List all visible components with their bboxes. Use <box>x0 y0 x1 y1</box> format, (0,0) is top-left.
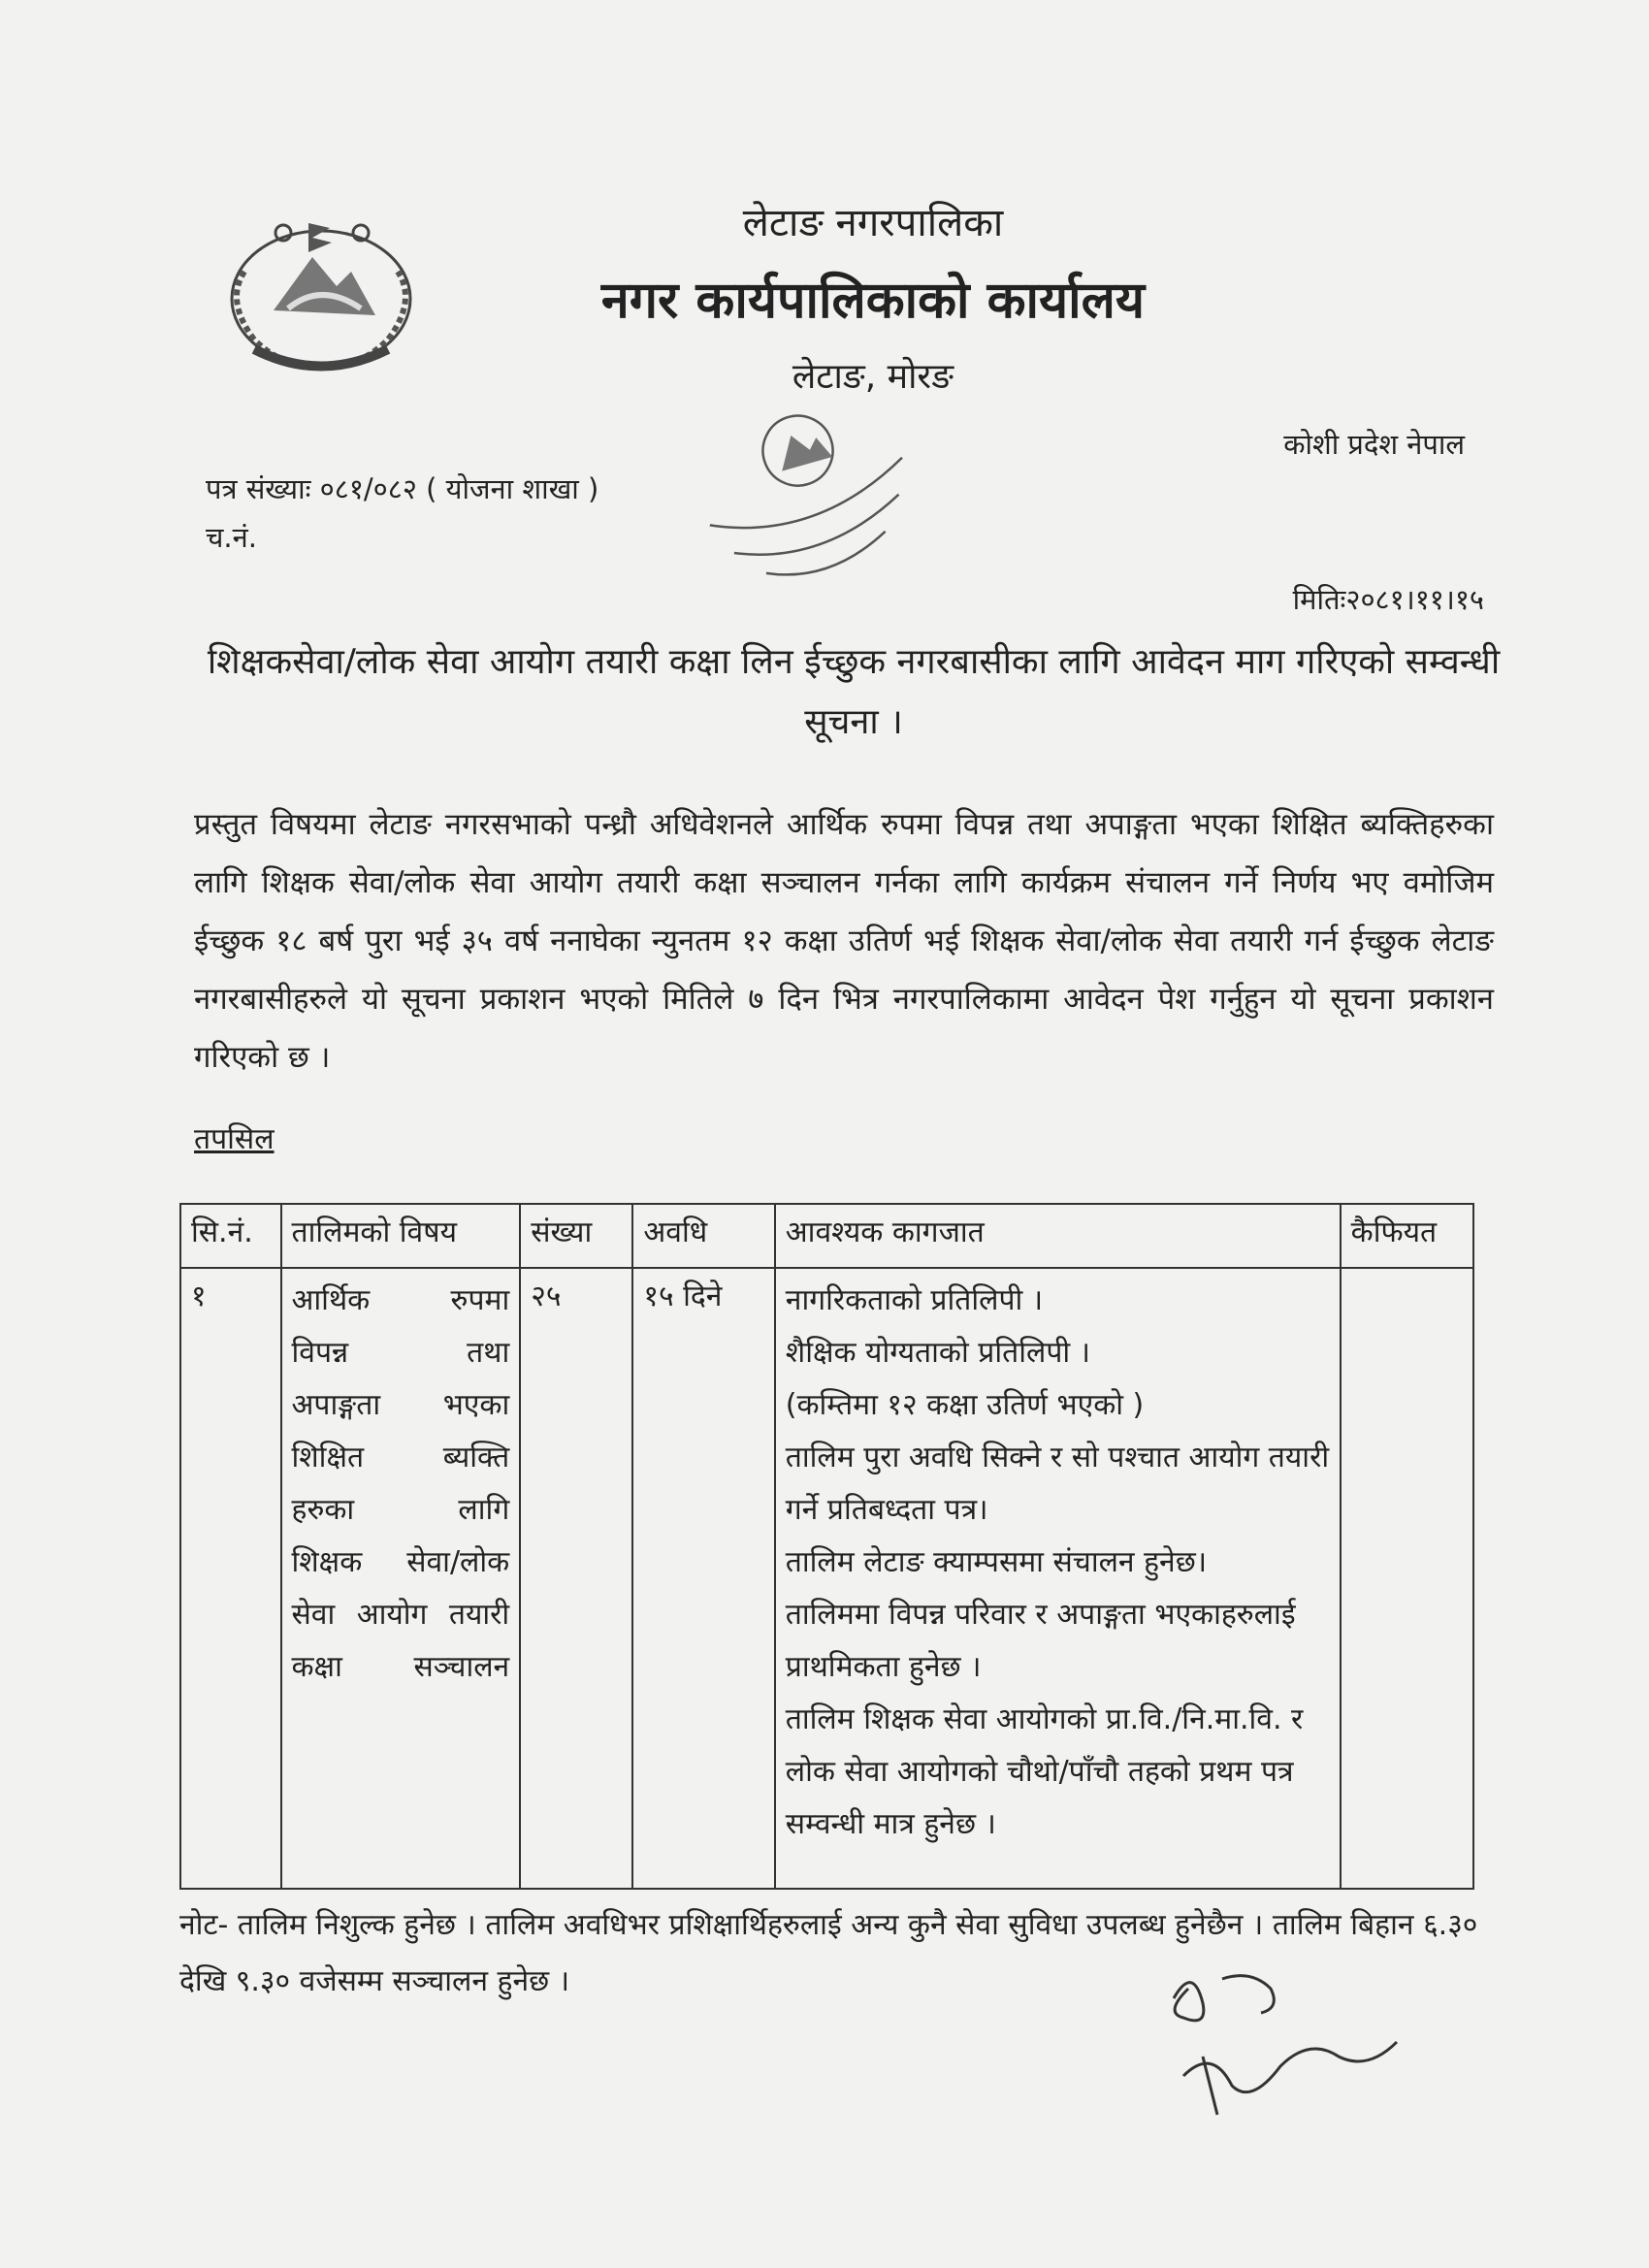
office-address: लेटाङ, मोरङ <box>792 357 954 397</box>
topic-line: विपन्न तथा <box>291 1336 510 1370</box>
document-item: तालिम लेटाङ क्याम्पसमा संचालन हुनेछ। <box>785 1545 1208 1579</box>
table-header-row <box>180 1204 1473 1268</box>
cell-documents <box>775 1268 1341 1889</box>
document-item: तालिममा विपन्न परिवार र अपाङ्गता भएकाहरुलाई प्राथमिकता हुनेछ । <box>785 1598 1296 1684</box>
municipality-name: लेटाङ नगरपालिका <box>742 201 1004 245</box>
office-title: नगर कार्यपालिकाको कार्यालय <box>600 272 1146 330</box>
document-item: (कम्तिमा १२ कक्षा उतिर्ण भएको ) <box>785 1388 1145 1422</box>
cell-remarks <box>1341 1268 1473 1889</box>
header-remarks: कैफियत <box>1341 1204 1473 1268</box>
details-heading: तपसिल <box>194 1122 275 1156</box>
signature-icon <box>1145 1960 1416 2124</box>
header-count: संख्या <box>520 1204 632 1268</box>
letter-date: मितिः२०८१।११।१५ <box>1292 583 1484 616</box>
cell-count: २५ <box>520 1268 632 1889</box>
document-item: शैक्षिक योग्यताको प्रतिलिपी । <box>785 1336 1091 1370</box>
cell-duration: १५ दिने <box>632 1268 774 1889</box>
topic-line: कक्षा सञ्चालन <box>291 1650 510 1684</box>
topic-line: सेवा आयोग तयारी <box>291 1598 510 1632</box>
topic-line: अपाङ्गता भएका <box>291 1388 510 1422</box>
nepal-emblem-icon <box>215 204 427 384</box>
document-item: तालिम पुरा अवधि सिक्ने र सो पश्चात आयोग तयारी गर्ने प्रतिबध्दता पत्र। <box>785 1441 1330 1527</box>
notice-body: प्रस्तुत विषयमा लेटाङ नगरसभाको पन्ध्रौ अधिवेशनले आर्थिक रुपमा विपन्न तथा अपाङ्गता भएका शिक्षित ब्यक्तिहरुका लागि शिक्षक सेवा/लोक सेवा आयोग तयारी कक्षा सञ्चालन गर्नका लागि कार्यक्रम संचालन गर्ने निर्णय भए वमोजिम ईच्छुक १८ बर्ष पुरा भई ३५ वर्ष ननाघेका न्युनतम १२ कक्षा उतिर्ण भई शिक्षक सेवा/लोक सेवा तयारी गर्न ईच्छुक लेटाङ नगरबासीहरुले यो सूचना प्रकाशन भएको मितिले ७ दिन भित्र नगरपालिकामा आवेदन पेश गर्नुहुन यो सूचना प्रकाशन गरिएको छ । <box>194 807 1494 1075</box>
cell-serial: १ <box>180 1268 281 1889</box>
header-duration: अवधि <box>632 1204 774 1268</box>
reference-number: पत्र संख्याः ०८१/०८२ ( योजना शाखा ) <box>206 472 599 505</box>
notice-note: नोट- तालिम निशुल्क हुनेछ । तालिम अवधिभर प्रशिक्षार्थिहरुलाई अन्य कुनै सेवा सुविधा उपलब्ध हुनेछैन । तालिम बिहान ६.३० देखि ९.३० वजेसम्म सञ्चालन हुनेछ । <box>179 1908 1478 1998</box>
office-stamp-icon <box>679 398 931 611</box>
topic-line: शिक्षित ब्यक्ति <box>291 1441 510 1474</box>
header-serial: सि.नं. <box>180 1204 281 1268</box>
cell-topic <box>281 1268 521 1889</box>
header-topic: तालिमको विषय <box>281 1204 521 1268</box>
document-item: नागरिकताको प्रतिलिपी । <box>785 1283 1044 1317</box>
topic-line: हरुका लागि <box>291 1493 510 1527</box>
topic-line: आर्थिक रुपमा <box>291 1283 510 1317</box>
table-row <box>180 1268 1473 1889</box>
document-item: तालिम शिक्षक सेवा आयोगको प्रा.वि./नि.मा.वि. र लोक सेवा आयोगको चौथो/पाँचौ तहको प्रथम पत्र सम्वन्धी मात्र हुनेछ । <box>785 1702 1304 1841</box>
training-schedule-table <box>179 1203 1474 1890</box>
province-label: कोशी प्रदेश नेपाल <box>1283 428 1465 461</box>
notice-subject: शिक्षकसेवा/लोक सेवा आयोग तयारी कक्षा लिन ईच्छुक नगरबासीका लागि आवेदन माग गरिएको सम्वन्धी सूचना । <box>207 642 1501 742</box>
header-documents: आवश्यक कागजात <box>775 1204 1341 1268</box>
topic-line: शिक्षक सेवा/लोक <box>291 1545 510 1579</box>
dispatch-number: च.नं. <box>206 521 257 554</box>
